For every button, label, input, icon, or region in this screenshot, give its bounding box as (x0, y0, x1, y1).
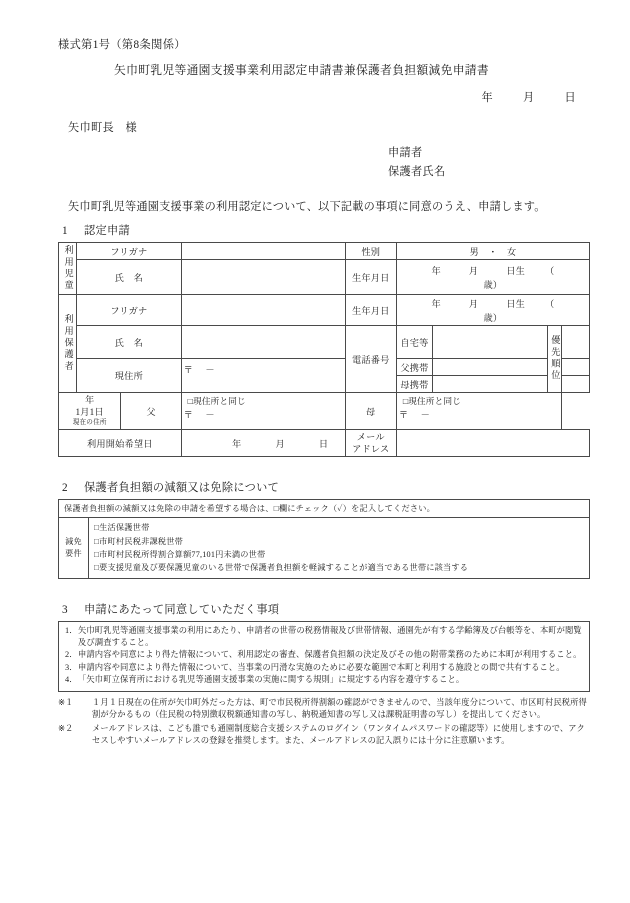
priority-input-2[interactable] (561, 358, 589, 375)
priority-label: 優先順位 (547, 325, 561, 392)
phone-home-input[interactable] (433, 325, 548, 358)
footnote-2: ※２ メールアドレスは、こども誰でも通園制度総合支援システムのログイン（ワンタイムパスワードの確認等）に使用しますので、アクセスしやすいメールアドレスの登録を推奨します。また、メールアドレスの記入誤りには十分に注意願います。 (58, 723, 585, 745)
table-row (59, 518, 590, 578)
father-address-input[interactable]: □現住所と同じ 〒 － (181, 392, 345, 429)
guardian-group-label: 利用保護者 (59, 294, 77, 392)
guardian-name-label: 氏 名 (77, 325, 182, 358)
requirement-checkbox-3[interactable]: □市町村民税所得割合算額77,101円未満の世帯 (94, 549, 266, 559)
phone-home-label: 自宅等 (396, 325, 432, 358)
footnotes (58, 697, 590, 748)
email-input[interactable] (396, 429, 589, 457)
section2-number: 2 (62, 482, 68, 495)
section1-heading (58, 222, 590, 238)
table-row (59, 621, 590, 691)
section1-title: 認定申請 (84, 224, 130, 237)
guardian-name-label: 保護者氏名 (388, 166, 446, 179)
mother-label: 母 (345, 392, 396, 429)
application-table (58, 242, 590, 458)
consent-item: 3．申請内容や同意により得た情報について、当事業の円滑な実施のために必要な範囲で本町と利用する施設との間で共有すること。 (65, 662, 565, 672)
table-row (59, 429, 590, 457)
priority-input-3[interactable] (561, 375, 589, 392)
consent-item: 1．矢巾町乳児等通園支援事業の利用にあたり、申請者の世帯の税務情報及び世帯情報、通園先が有する学齢簿及び台帳等を、本町が閲覧及び調査すること。 (65, 625, 582, 647)
father-same-address-checkbox[interactable]: □現住所と同じ (187, 395, 246, 406)
form-number: 様式第1号（第8条関係） (58, 39, 186, 51)
phone-father-input[interactable] (433, 358, 548, 375)
lead-paragraph: 矢巾町乳児等通園支援事業の利用認定について、以下記載の事項に同意のうえ、申請します。 (68, 200, 546, 213)
reduction-instruction: 保護者負担額の減額又は免除の申請を希望する場合は、□欄にチェック（✓）を記入してください。 (59, 500, 590, 518)
child-kana-input[interactable] (181, 242, 345, 259)
addressee: 矢巾町長 様 (68, 122, 137, 134)
requirement-checkbox-4[interactable]: □要支援児童及び要保護児童のいる世帯で保護者負担額を軽減することが適当である世帯に該当する (94, 563, 469, 573)
section3-heading (58, 601, 590, 617)
mother-address-input[interactable]: □現住所と同じ 〒 － (396, 392, 561, 429)
guardian-kana-input[interactable] (181, 294, 345, 325)
start-date-label: 利用開始希望日 (59, 429, 182, 457)
guardian-kana-label: フリガナ (77, 294, 182, 325)
section3-number: 3 (62, 603, 68, 616)
child-birth-input[interactable]: 年 月 日生 （歳） (396, 259, 589, 294)
requirement-checkbox-1[interactable]: □生活保護世帯 (94, 523, 150, 533)
date-day-label: 日 (564, 92, 576, 104)
child-kana-label: フリガナ (77, 242, 182, 259)
table-row (59, 358, 590, 375)
phone-father-label: 父携帯 (396, 358, 432, 375)
gender-options[interactable]: 男 ・ 女 (396, 242, 589, 259)
table-row (59, 242, 590, 259)
gender-label: 性別 (345, 242, 396, 259)
consent-table (58, 621, 590, 692)
date-month-label: 月 (523, 92, 535, 104)
email-label: メール アドレス (345, 429, 396, 457)
table-row (59, 500, 590, 518)
applicant-signature-block (58, 144, 590, 183)
table-row (59, 392, 590, 429)
mother-same-address-checkbox[interactable]: □現住所と同じ (402, 395, 462, 406)
consent-item: 2．申請内容や同意により得た情報について、利用認定の審査、保護者負担額の決定及びその他の附帯業務のために本町が利用すること。 (65, 650, 582, 660)
date-year-label: 年 (481, 92, 493, 104)
section2-title: 保護者負担額の減額又は免除について (84, 482, 280, 495)
consent-item: 4．「矢巾町立保育所における乳児等通園支援事業の実施に関する規則」に規定する内容を遵守すること。 (65, 675, 465, 685)
requirement-checkbox-2[interactable]: □市町村民税非課税世帯 (94, 536, 184, 546)
child-name-label: 氏 名 (77, 259, 182, 294)
section1-number: 1 (62, 224, 68, 237)
phone-mother-label: 母携帯 (396, 375, 432, 392)
section3-title: 申請にあたって同意していただく事項 (84, 603, 280, 616)
reduction-table (58, 499, 590, 578)
reduction-requirement-label: 減免 要件 (59, 518, 89, 578)
table-row (59, 259, 590, 294)
table-row (59, 294, 590, 325)
footnote-1: ※１ １月１日現在の住所が矢巾町外だった方は、町で市民税所得割額の確認ができませんので、当該年度分について、市区町村民税所得割が分かるもの（住民税の特別徴収税額通知書の写し、納税通知書の写し又は課税証明書の写し）を提出してください。 (58, 697, 587, 720)
document-title: 矢巾町乳児等通園支援事業利用認定申請書兼保護者負担額減免申請書 (114, 63, 490, 77)
current-address-label: 現住所 (77, 358, 182, 392)
child-group-label: 利用児童 (59, 242, 77, 294)
child-name-input[interactable] (181, 259, 345, 294)
phone-label: 電話番号 (345, 325, 396, 392)
current-address-input[interactable]: 〒 － (181, 358, 345, 392)
submission-date-line (58, 89, 590, 105)
reduction-requirement-list (89, 518, 590, 578)
guardian-birth-input[interactable]: 年 月 日生 （歳） (396, 294, 589, 325)
phone-mother-input[interactable] (433, 375, 548, 392)
child-birth-label: 生年月日 (345, 259, 396, 294)
father-label: 父 (121, 392, 181, 429)
priority-input-1[interactable] (561, 325, 589, 358)
jan1-address-label: 年 1月1日 現在の住所 (59, 392, 121, 429)
section2-heading (58, 479, 590, 495)
applicant-label: 申請者 (388, 147, 423, 159)
start-date-input[interactable]: 年 月 日 (181, 429, 345, 457)
consent-items (59, 621, 590, 691)
table-row (59, 325, 590, 358)
guardian-birth-label: 生年月日 (345, 294, 396, 325)
guardian-name-input[interactable] (181, 325, 345, 358)
